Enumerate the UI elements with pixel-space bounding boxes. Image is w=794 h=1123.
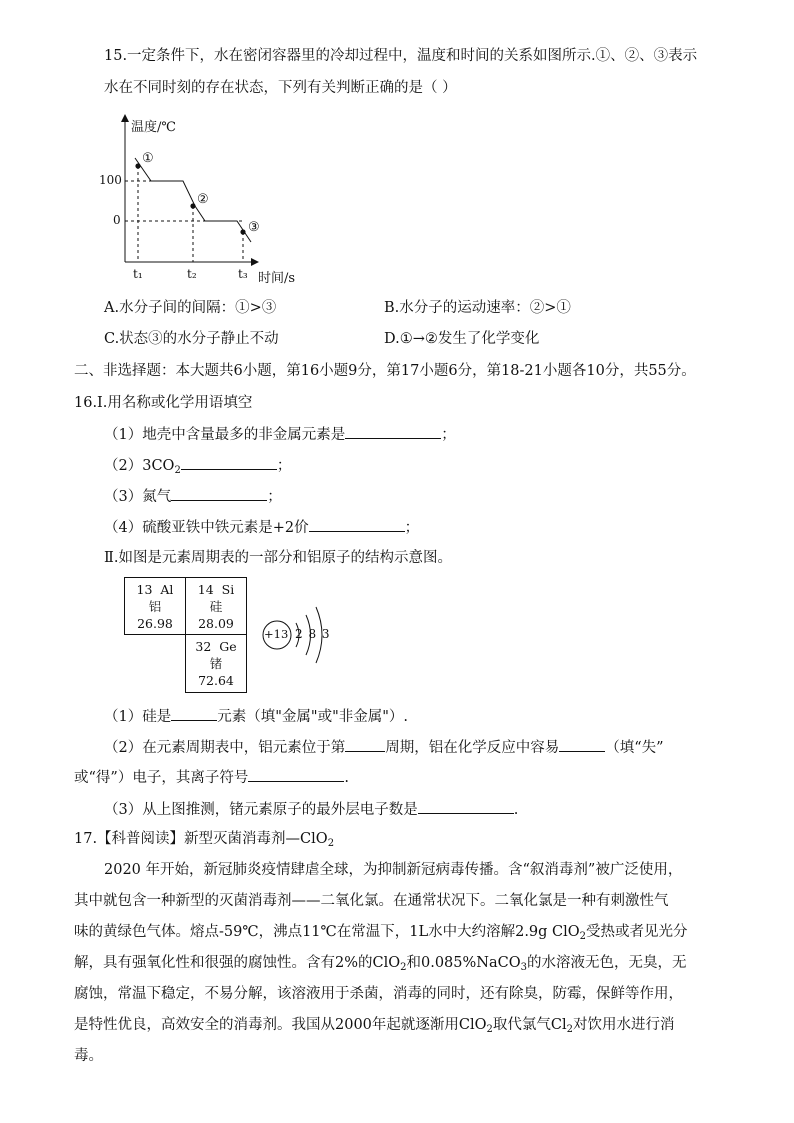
q15-option-a: A.水分子间的间隔：①>③ — [104, 300, 277, 316]
x-axis-label: 时间/s — [258, 271, 296, 286]
q16-item3 — [104, 486, 282, 507]
q17-p6-text: 是特性优良，高效安全的消毒剂。我国从2000年起就逐渐用ClO — [74, 1017, 487, 1033]
q17-p3-end: 受热或者见光分 — [586, 924, 688, 940]
q17-p6-sub2: 2 — [566, 1024, 574, 1035]
q15-stem-line2: 水在不同时刻的存在状态，下列有关判断正确的是（ ） — [104, 80, 457, 96]
q16-item3-text: （3）氮气 — [104, 489, 172, 505]
q16-sub1-blank[interactable] — [171, 706, 217, 721]
q17-p4-sub2: 3 — [520, 962, 527, 973]
q17-p4-mid: 和0.085%NaCO — [406, 955, 521, 971]
q15-stem-line1: 15.一定条件下，水在密闭容器里的冷却过程中，温度和时间的关系如图所示.①、②、③表示 — [104, 48, 698, 64]
al-number-symbol: 13 Al — [136, 582, 174, 597]
al-name: 铝 — [148, 599, 162, 614]
q17-para-line5: 腐蚀，常温下稳定，不易分解，该溶液用于杀菌，消毒的同时，还有除臭，防霉，保鲜等作用， — [74, 986, 683, 1002]
q16-sub3-text: （3）从上图推测，锗元素原子的最外层电子数是 — [104, 802, 418, 818]
q15-option-c: C.状态③的水分子静止不动 — [104, 331, 279, 347]
q16-item1-end: ； — [441, 427, 456, 443]
q17-para-line6 — [74, 1015, 675, 1040]
q17-p3-text: 味的黄绿色气体。熔点-59℃，沸点11℃在常温下，1L水中大约溶解2.9g ClO — [74, 924, 580, 940]
q16-sub3-blank[interactable] — [418, 799, 514, 814]
periodic-table-snippet — [124, 577, 254, 693]
ge-number-symbol: 32 Ge — [195, 639, 237, 654]
q17-title — [74, 829, 334, 854]
q16-item1-blank[interactable] — [345, 424, 441, 439]
nucleus-charge: +13 — [264, 627, 289, 641]
y-axis-label: 温度/℃ — [131, 120, 176, 135]
q17-para-line2: 其中就包含一种新型的灭菌消毒剂——二氧化氯。在通常状况下。二氧化氯是一种有刺激性气 — [74, 893, 669, 909]
cooling-curve — [135, 158, 251, 242]
point-2-dot — [190, 203, 195, 208]
si-name: 硅 — [209, 599, 223, 614]
x-tick-t3: t₃ — [238, 267, 248, 281]
q16-sub3-end: . — [513, 802, 519, 818]
point-1-dot — [135, 163, 140, 168]
q17-title-sub: 2 — [327, 838, 335, 849]
ge-mass: 72.64 — [198, 673, 234, 688]
q16-sub2-blank-gain-lose[interactable] — [559, 737, 605, 752]
cell-ge — [185, 634, 247, 693]
q16-item2 — [104, 455, 291, 481]
q16-item2-sub: 2 — [174, 465, 181, 476]
q17-p4-text: 解，具有强氧化性和很强的腐蚀性。含有2%的ClO — [74, 955, 401, 971]
section-2-header: 二、非选择题：本大题共6小题，第16小题9分，第17小题6分，第18-21小题各10分，共55分。 — [74, 363, 696, 379]
q16-sub3 — [104, 799, 518, 820]
cell-al — [124, 577, 186, 635]
ge-name: 锗 — [209, 656, 223, 671]
q16-sub2-line2-text: 或“得”）电子，其离子符号 — [74, 770, 249, 786]
cell-si — [185, 577, 247, 635]
x-tick-t1: t₁ — [133, 267, 143, 281]
q16-item1 — [104, 424, 456, 445]
point-1-label: ① — [142, 151, 154, 166]
aluminum-atom-diagram — [258, 598, 338, 672]
graph-svg — [95, 110, 335, 290]
q16-item4-text: （4）硫酸亚铁中铁元素是+2价 — [104, 520, 309, 536]
q16-item1-text: （1）地壳中含量最多的非金属元素是 — [104, 427, 346, 443]
q16-sub2-mid: 周期，铝在化学反应中容易 — [385, 740, 560, 756]
point-3-label: ③ — [248, 220, 260, 235]
si-mass: 28.09 — [198, 616, 234, 631]
q16-sub1-post: 元素（填"金属"或"非金属"）. — [217, 709, 409, 725]
q16-item4-blank[interactable] — [309, 517, 405, 532]
q17-p6-sub1: 2 — [486, 1024, 493, 1035]
q16-title: 16.I.用名称或化学用语填空 — [74, 395, 253, 411]
q16-sub1 — [104, 706, 408, 727]
q17-para-line3 — [74, 922, 688, 947]
q16-item2-end: ； — [276, 458, 292, 474]
x-tick-t2: t₂ — [187, 267, 197, 281]
q17-p4-end: 的水溶液无色，无臭，无 — [526, 955, 687, 971]
point-3-dot — [240, 229, 245, 234]
q16-sub2-line2-end: . — [344, 770, 349, 786]
q17-p6-mid: 取代氯气Cl — [492, 1017, 567, 1033]
point-2-label: ② — [197, 192, 209, 207]
q16-item4-end: ； — [404, 520, 420, 536]
q16-item2-text: （2）3CO — [104, 458, 175, 474]
q16-sub2-text: （2）在元素周期表中，铝元素位于第 — [104, 740, 346, 756]
q17-p4-sub1: 2 — [400, 962, 407, 973]
q16-part2-title: Ⅱ.如图是元素周期表的一部分和铝原子的结构示意图。 — [104, 550, 452, 566]
q17-p6-end: 对饮用水进行消 — [573, 1017, 675, 1033]
q16-item3-end: ； — [267, 489, 282, 505]
q15-option-b: B.水分子的运动速率：②>① — [384, 300, 571, 316]
q17-para-line4 — [74, 953, 686, 978]
q15-option-d: D.①→②发生了化学变化 — [384, 331, 540, 347]
q17-p3-sub: 2 — [579, 931, 587, 942]
q16-sub2 — [104, 737, 664, 758]
q16-sub2-line2 — [74, 767, 349, 788]
temperature-time-graph — [95, 110, 335, 290]
q17-title-text: 17.【科普阅读】新型灭菌消毒剂—ClO — [74, 831, 328, 847]
q16-item4 — [104, 517, 419, 538]
shell-electrons: 2 8 3 — [295, 627, 330, 641]
q16-sub2-blank-ion[interactable] — [248, 767, 344, 782]
y-tick-0: 0 — [113, 213, 121, 227]
q17-para-line1: 2020 年开始，新冠肺炎疫情肆虐全球，为抑制新冠病毒传播。含“叙消毒剂”被广泛使用， — [104, 862, 683, 878]
q16-sub2-post: （填“失” — [605, 740, 664, 756]
si-number-symbol: 14 Si — [197, 582, 235, 597]
q16-sub1-text: （1）硅是 — [104, 709, 172, 725]
q16-sub2-blank-period[interactable] — [345, 737, 385, 752]
q17-para-line7: 毒。 — [74, 1048, 103, 1064]
al-mass: 26.98 — [137, 616, 173, 631]
y-tick-100: 100 — [99, 173, 122, 187]
q16-item3-blank[interactable] — [171, 486, 267, 501]
q16-item2-blank[interactable] — [181, 455, 277, 470]
